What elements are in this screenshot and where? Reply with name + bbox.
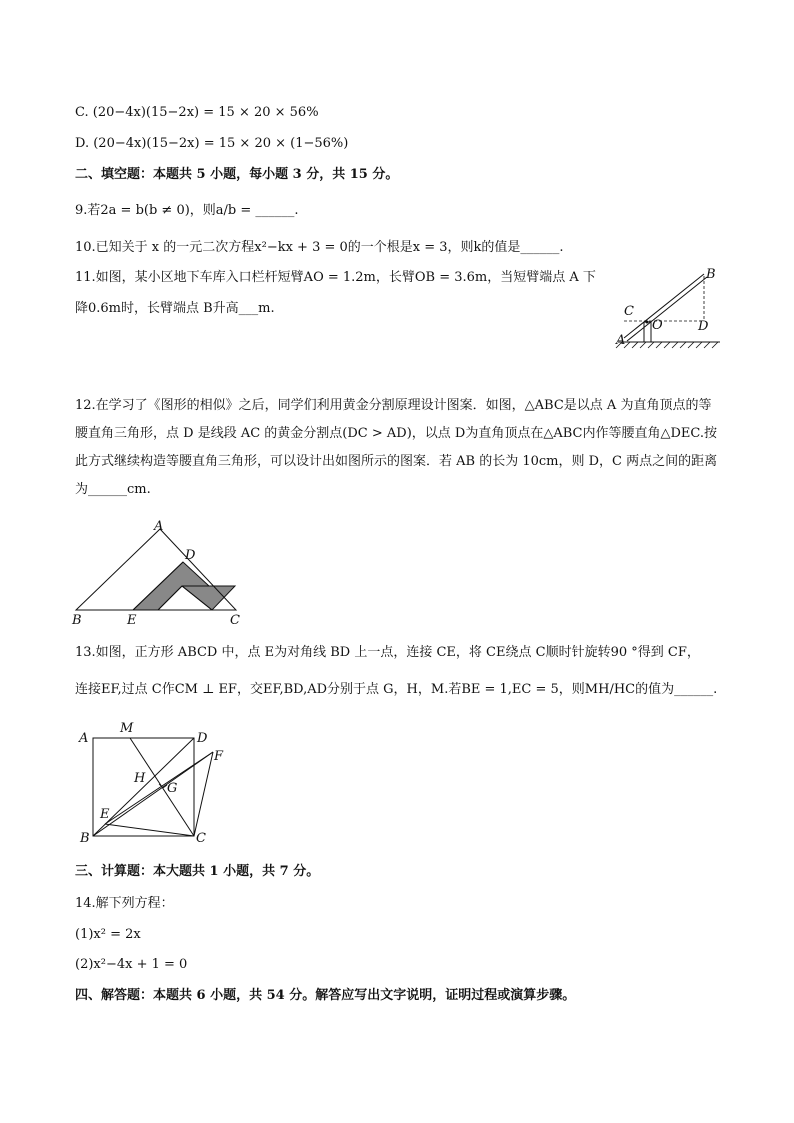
fig12-label-b: B — [72, 613, 82, 628]
fig11-label-b: B — [706, 267, 716, 282]
fig13-label-e: E — [100, 807, 110, 822]
fig11-label-o: O — [652, 318, 663, 333]
question-14: 14.解下列方程： — [75, 896, 174, 911]
question-9: 9.若2a = b(b ≠ 0)，则a/b = ______. — [75, 203, 299, 218]
fig13-label-d: D — [197, 731, 208, 746]
fig13-label-a: A — [79, 731, 89, 746]
question-13-line2: 连接EF,过点 C作CM ⊥ EF，交EF,BD,AD分别于点 G，H，M.若BE = 1,EC = 5，则MH/HC的值为______. — [75, 682, 718, 697]
fig11-label-d: D — [698, 319, 709, 334]
fig11-label-c: C — [624, 304, 634, 319]
section-3-heading: 三、计算题：本大题共 1 小题，共 7 分。 — [75, 864, 320, 879]
fig12-label-d: D — [185, 548, 196, 563]
fig13-label-m: M — [120, 721, 134, 736]
question-14-part2: (2)x²−4x + 1 = 0 — [75, 957, 188, 972]
section-2-heading: 二、填空题：本题共 5 小题，每小题 3 分，共 15 分。 — [75, 167, 399, 182]
fig12-label-e: E — [127, 613, 137, 628]
question-12: 12.在学习了《图形的相似》之后，同学们利用黄金分割原理设计图案．如图，△ABC是以点 A 为直角顶点的等腰直角三角形，点 D 是线段 AC 的黄金分割点(DC > AD)，以点 D为直角顶点在△ABC内作等腰直角△DEC.按此方式继续构造等腰直角三角形，可以设计出如图所示的图案．若 AB 的长为 10cm，则 D，C 两点之间的距离为______cm. — [75, 398, 718, 497]
figure-13-square — [72, 718, 242, 848]
fig12-label-c: C — [230, 613, 240, 628]
fig13-label-b: B — [80, 831, 90, 846]
figure-12-triangles — [70, 518, 250, 630]
question-13-line1: 13.如图，正方形 ABCD 中，点 E为对角线 BD 上一点，连接 CE，将 CE绕点 C顺时针旋转90 °得到 CF， — [75, 645, 700, 660]
figure-11-barrier — [610, 262, 725, 354]
section-4-heading: 四、解答题：本题共 6 小题，共 54 分。解答应写出文字说明，证明过程或演算步骤。 — [75, 988, 576, 1003]
fig12-label-a: A — [154, 519, 164, 534]
question-11-line1: 11.如图，某小区地下车库入口栏杆短臂AO = 1.2m，长臂OB = 3.6m，当短臂端点 A 下 — [75, 270, 596, 285]
option-d: D. (20−4x)(15−2x) = 15 × 20 × (1−56%) — [75, 136, 349, 151]
fig11-label-a: A — [616, 333, 626, 348]
question-14-part1: (1)x² = 2x — [75, 927, 141, 942]
fig13-label-h: H — [134, 771, 146, 786]
fig13-label-f: F — [214, 749, 224, 764]
question-10: 10.已知关于 x 的一元二次方程x²−kx + 3 = 0的一个根是x = 3，则k的值是______. — [75, 240, 564, 255]
fig13-label-c: C — [196, 831, 206, 846]
fig13-label-g: G — [167, 781, 178, 796]
option-c: C. (20−4x)(15−2x) = 15 × 20 × 56% — [75, 105, 319, 120]
question-11-line2: 降0.6m时，长臂端点 B升高___m. — [75, 301, 275, 316]
